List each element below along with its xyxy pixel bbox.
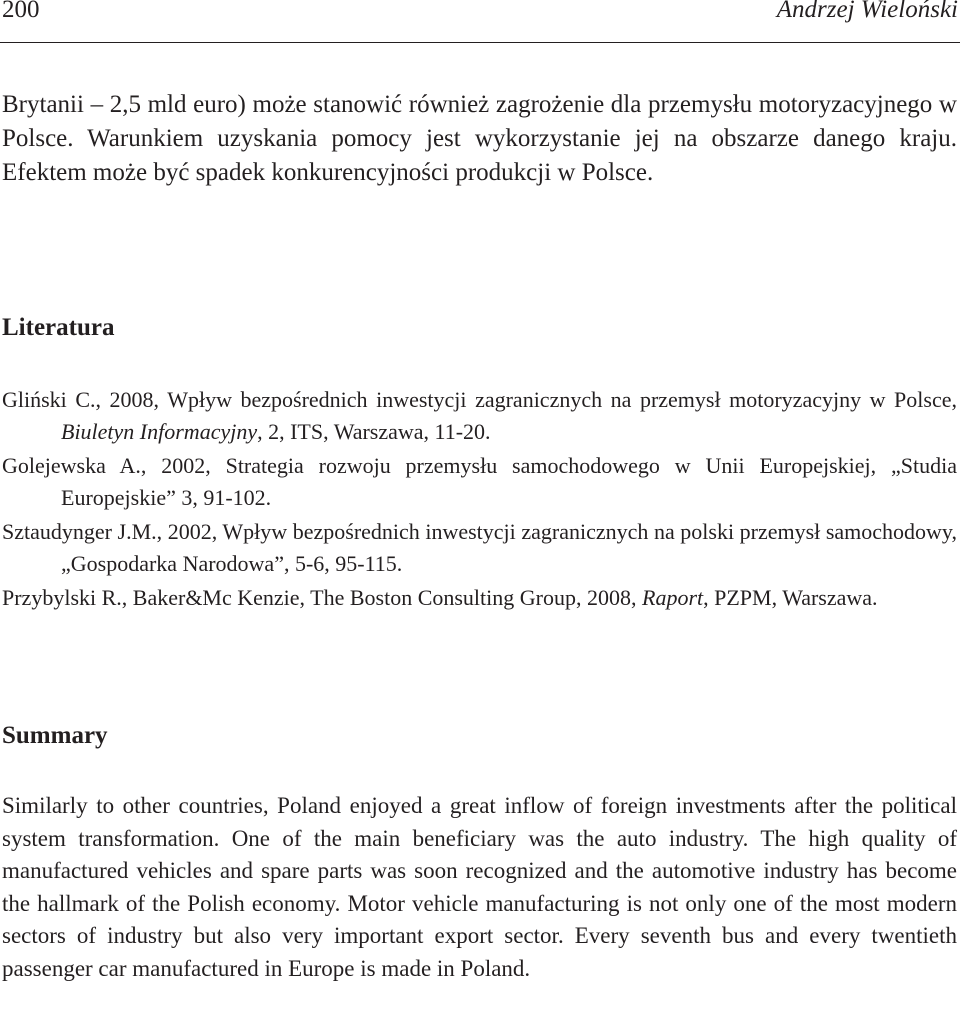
summary-heading: Summary <box>2 722 108 749</box>
reference-text: , PZPM, Warszawa. <box>703 585 878 610</box>
page-number: 200 <box>2 0 40 23</box>
reference-text: Przybylski R., Baker&Mc Kenzie, The Boston Consulting Group, 2008, <box>2 585 642 610</box>
reference-journal: Biuletyn Informacyjny <box>61 419 258 444</box>
reference-item <box>2 582 957 614</box>
reference-text: Golejewska A., 2002, Strategia rozwoju przemysłu samochodowego w Unii Europejskiej, „Studia Europejskie” 3, 91-102. <box>2 453 957 510</box>
reference-item <box>2 516 957 580</box>
reference-text: Sztaudynger J.M., 2002, Wpływ bezpośrednich inwestycji zagranicznych na polski przemysł samochodowy, „Gospodarka Narodowa”, 5-6, 95-115. <box>2 519 957 576</box>
literatura-heading: Literatura <box>2 314 115 341</box>
reference-text: Gliński C., 2008, Wpływ bezpośrednich inwestycji zagranicznych na przemysł motoryzacyjny w Polsce, <box>2 387 957 412</box>
running-head-author: Andrzej Wieloński <box>776 0 958 23</box>
reference-text: , 2, ITS, Warszawa, 11-20. <box>257 419 491 444</box>
reference-journal: Raport <box>642 585 704 610</box>
intro-paragraph: Brytanii – 2,5 mld euro) może stanowić również zagrożenie dla przemysłu motoryzacyjnego w Polsce. Warunkiem uzyskania pomocy jest wykorzystanie jej na obszarze danego kraju. Efektem może być spadek konkurencyjności produkcji w Polsce. <box>2 91 957 186</box>
running-header <box>0 0 960 43</box>
reference-list <box>2 384 957 616</box>
reference-item <box>2 450 957 514</box>
summary-paragraph: Similarly to other countries, Poland enjoyed a great inflow of foreign investments after the political system transformation. One of the main beneficiary was the auto industry. The high quality of manufactured vehicles and spare parts was soon recognized and the automotive industry has become the hallmark of the Polish economy. Motor vehicle manufacturing is not only one of the most modern sectors of industry but also very important export sector. Every seventh bus and every twentieth passenger car manufactured in Europe is made in Poland. <box>2 793 957 981</box>
reference-item <box>2 384 957 448</box>
